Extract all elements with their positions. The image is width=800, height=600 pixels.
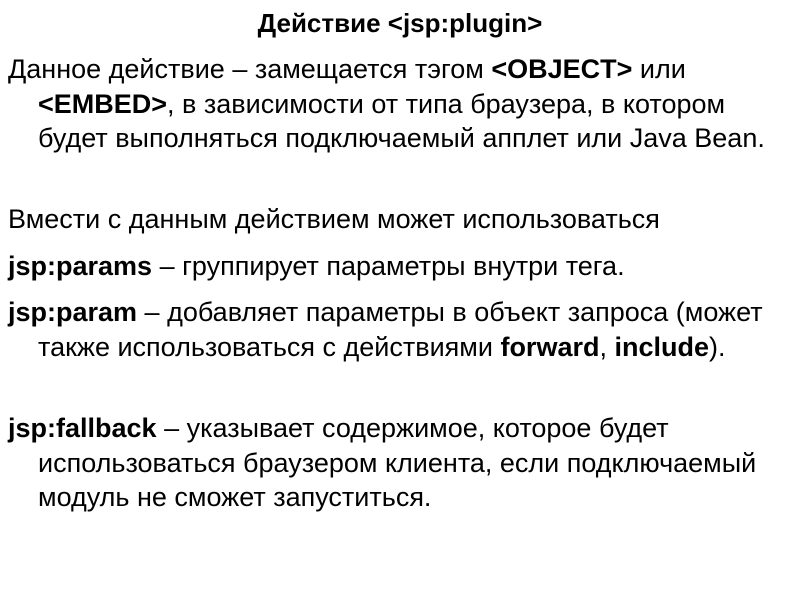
- text-segment: ,: [599, 331, 615, 362]
- text-segment: , в зависимости от типа браузера, в котором будет выполняться подключаемый апплет или Java Bean.: [38, 88, 765, 153]
- text-segment: ).: [709, 331, 726, 362]
- paragraph-jsp-params: [8, 249, 792, 284]
- paragraph-jsp-fallback: [8, 411, 792, 515]
- jsp-param-term: jsp:param: [8, 297, 138, 327]
- paragraph-jsp-param: [8, 295, 792, 364]
- text-segment: – добавляет параметры в объект запроса (может также использоваться с действиями: [38, 297, 763, 362]
- forward-term: forward: [500, 331, 600, 362]
- embed-tag-term: <EMBED>: [38, 88, 168, 119]
- paragraph-plugin-description: [8, 52, 792, 156]
- text-segment: – группирует параметры внутри тега.: [152, 251, 625, 281]
- object-tag-term: <OBJECT>: [491, 54, 633, 84]
- slide-title: Действие <jsp:plugin>: [257, 8, 543, 38]
- include-term: include: [614, 331, 709, 362]
- text-segment: или: [632, 54, 686, 84]
- paragraph-used-with: [8, 202, 792, 237]
- text-segment: Данное действие – замещается тэгом: [8, 54, 492, 84]
- jsp-fallback-term: jsp:fallback: [8, 413, 157, 443]
- text-segment: – указывает содержимое, которое будет использоваться браузером клиента, если подключаемый модуль не сможет запуститься.: [38, 413, 757, 512]
- text-segment: Вмести с данным действием может использоваться: [8, 204, 660, 234]
- jsp-params-term: jsp:params: [8, 251, 153, 281]
